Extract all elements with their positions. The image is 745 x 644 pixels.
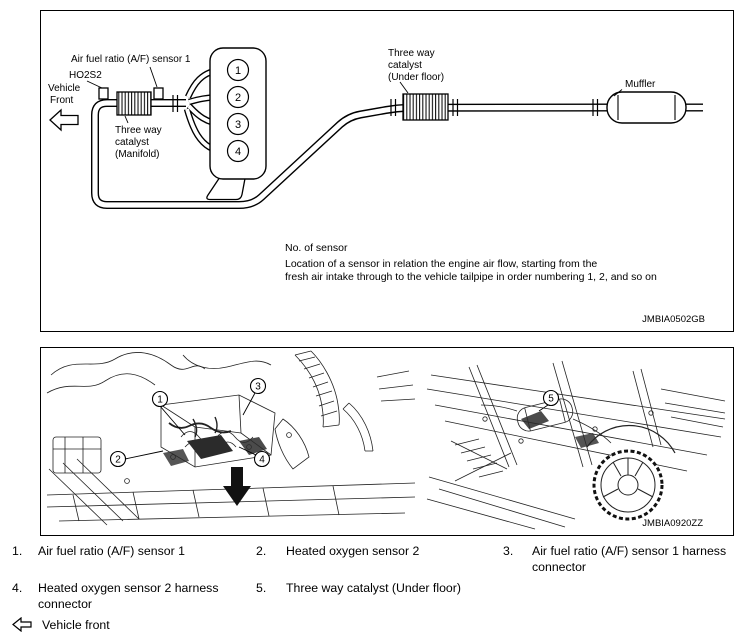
note-line2: fresh air intake through to the vehicle tailpipe in order numbering 1, 2, and so on [285,271,657,283]
exhaust-schematic-drawing [41,11,731,329]
legend-item-number: 5. [256,581,267,595]
vehicle-front-indicator [12,617,110,632]
twc-underfloor-label-line2: catalyst [388,60,422,71]
vehicle-front-label-line1: Vehicle [48,83,81,94]
legend-item-text: Three way catalyst (Under floor) [286,581,461,595]
twc-manifold-label-line1: Three way [115,125,162,136]
legend-item-number: 2. [256,544,267,558]
vehicle-front-label: Vehicle front [42,617,110,632]
photo-figure-code: JMBIA0920ZZ [642,518,703,529]
cylinder-number: 3 [234,118,242,131]
legend-item-text: Air fuel ratio (A/F) sensor 1 [38,544,185,558]
callout-2 [111,452,126,467]
legend-item-number: 1. [12,544,23,558]
three-way-catalyst-manifold [117,92,151,115]
callout-5 [544,391,559,406]
vehicle-front-label-line2: Front [50,95,74,106]
engine-bay-linework [47,351,415,525]
twc-underfloor-label-line3: (Under floor) [388,72,445,83]
engine-bay-shadows [163,435,267,466]
engine-bay-illustration [43,349,419,534]
muffler-label: Muffler [625,79,656,90]
exhaust-manifold [207,48,266,200]
location-photos-panel [40,347,734,536]
cylinder-callout-4 [228,141,249,162]
note-title: No. of sensor [285,242,348,254]
muffler-body [607,92,686,123]
twc-underfloor-label-line1: Three way [388,48,435,59]
vehicle-front-down-arrow-icon [223,467,251,506]
manifold-foot [207,179,245,200]
ho2s2-sensor [99,88,108,99]
callout-4-number: 4 [259,454,265,466]
callout-1 [153,392,168,407]
underfloor-illustration [425,349,731,534]
cylinder-callout-3 [228,114,249,135]
exhaust-pipes [95,70,703,205]
note-line1: Location of a sensor in relation the engine air flow, starting from the [285,258,598,270]
legend-item-number: 4. [12,581,23,595]
cylinder-number: 1 [234,64,242,77]
callout-5-number: 5 [548,393,554,405]
legend-item-number: 3. [503,544,514,558]
callout-1-number: 1 [157,394,163,406]
cylinder-number: 2 [234,91,242,104]
vehicle-front-arrow-icon [50,110,78,130]
callout-2-number: 2 [115,454,121,466]
legend-item-text: Heated oxygen sensor 2 harness connector [38,581,219,611]
legend-item-text: Air fuel ratio (A/F) sensor 1 harness connector [532,544,727,574]
cylinder-callout-1 [228,60,249,81]
callout-3-number: 3 [255,381,261,393]
schematic-figure-code: JMBIA0502GB [642,314,705,325]
callout-3 [251,379,266,394]
exhaust-pipes-core [95,70,703,205]
vehicle-front-arrow-icon [12,617,33,632]
cylinder-callout-2 [228,87,249,108]
af-sensor-label: Air fuel ratio (A/F) sensor 1 [71,54,191,65]
callout-5-leader [539,405,548,411]
ho2s2-label: HO2S2 [69,70,102,81]
legend-row-2 [12,580,736,612]
underfloor-linework [427,361,725,529]
legend-row-1 [12,543,736,575]
cylinder-number: 4 [234,145,242,158]
exhaust-schematic-panel [40,10,734,332]
af-sensor-1 [154,88,163,99]
twc-manifold-label-line2: catalyst [115,137,149,148]
twc-manifold-label-line3: (Manifold) [115,149,160,160]
legend-item-text: Heated oxygen sensor 2 [286,544,420,558]
callout-4 [255,452,270,467]
underfloor-shadows [521,411,599,448]
three-way-catalyst-underfloor [403,94,448,120]
wheel [594,451,662,519]
